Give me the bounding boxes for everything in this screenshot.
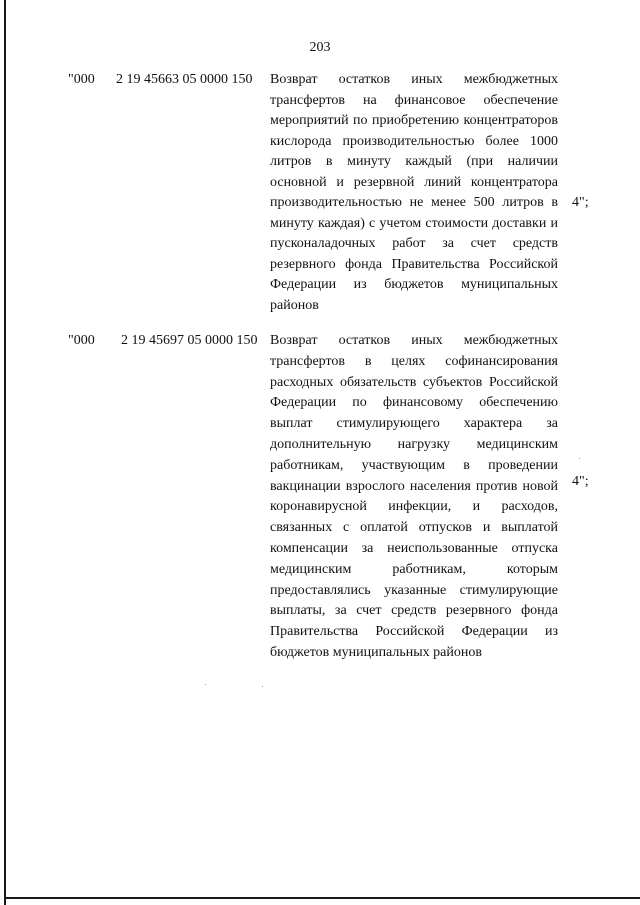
scan-speck	[205, 684, 206, 685]
budget-classification-code: 2 19 45663 05 0000 150	[116, 72, 253, 87]
page-number: 203	[309, 40, 331, 55]
code-prefix: "000	[68, 333, 95, 348]
budget-classification-code: 2 19 45697 05 0000 150	[121, 333, 258, 348]
code-prefix: "000	[68, 72, 95, 87]
amount-value: 4";	[572, 474, 589, 489]
scan-edge-left	[4, 0, 6, 905]
code-description: Возврат остатков иных межбюджетных трансфертов на финансовое обеспечение мероприятий по приобретению концентраторов кислорода производительностью более 1000 литров в минуту каждый (при наличии основной и резервной линий концентратора производительностью не менее 500 литров в минуту каждая) с учетом стоимости доставки и пусконаладочных работ за счет средств резервного фонда Правительства Российской Федерации из бюджетов муниципальных районов	[270, 72, 558, 313]
code-description: Возврат остатков иных межбюджетных трансфертов в целях софинансирования расходных обязательств субъектов Российской Федерации по финансовому обеспечению выплат стимулирующего характера за дополнительную нагрузку медицинским работникам, участвующим в проведении вакцинации взрослого населения против новой коронавирусной инфекции, и расходов, связанных с оплатой отпусков и выплатой компенсации за неиспользованные отпуска медицинским работникам, которым предоставлялись указанные стимулирующие выплаты, за счет средств резервного фонда Правительства Российской Федерации из бюджетов муниципальных районов	[270, 333, 558, 660]
scan-edge-bottom	[4, 897, 640, 899]
amount-value: 4";	[572, 195, 589, 210]
scan-speck	[579, 458, 580, 459]
scan-speck	[262, 686, 263, 687]
